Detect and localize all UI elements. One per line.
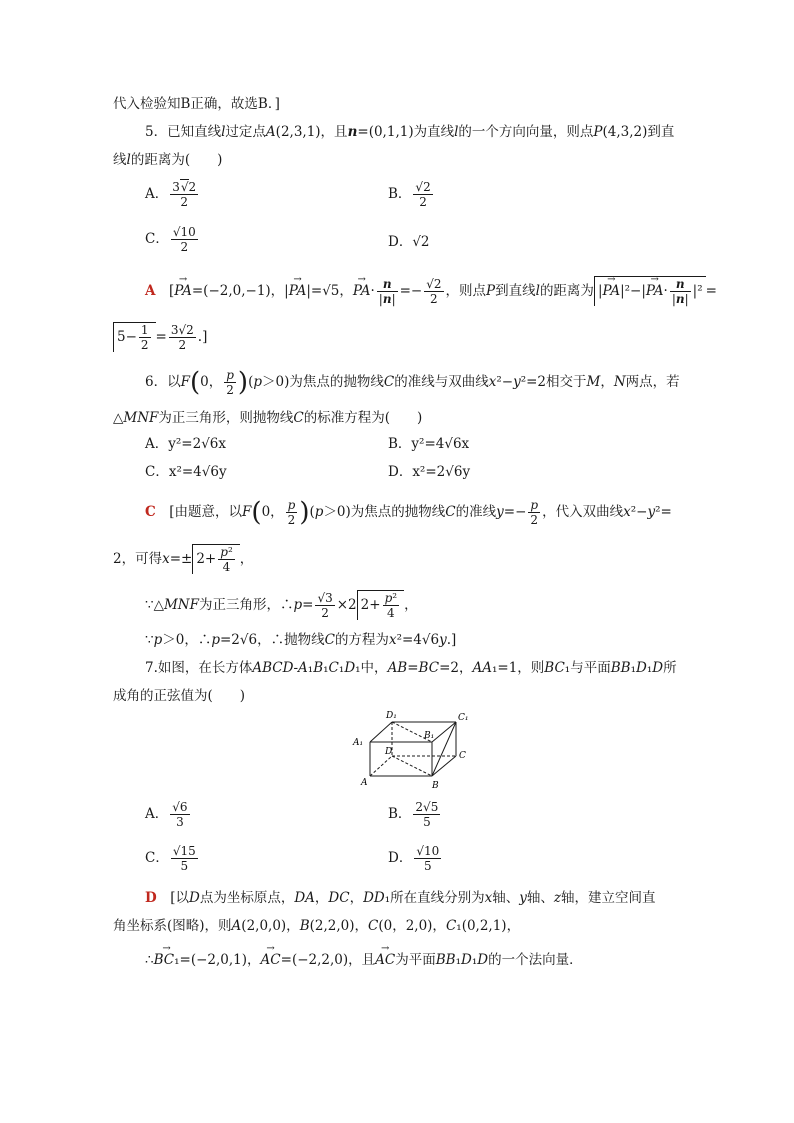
q6-solution-4: ∵p＞0，∴p=2√6，∴抛物线C的方程为x²=4√6y.] [145, 632, 457, 648]
question-5-stem-cont: 线l的距离为( ) [113, 152, 223, 168]
q5-option-b: B． $\frac{√2}{2}$ [388, 180, 431, 209]
q6-solution-2: 2，可得x=± 2+ $\frac{\text{p²}}{4}$ ， [113, 545, 254, 574]
cuboid-figure [350, 708, 480, 792]
answer-letter: D [145, 890, 157, 906]
label-D1: D₁ [386, 711, 397, 721]
q7-option-b: B． $\frac{2√5}{5}$ [388, 800, 439, 829]
q6-solution-3: ∵△MNF为正三角形，∴p= $\frac{√3}{2}$ ×2 2+ $\frac{\text{p²}}{4}$ ， [145, 591, 418, 620]
q7-solution-2: 角坐标系(图略)，则A(2,0,0)，B(2,2,0)，C(0，2,0)，C₁(0,2,1)， [113, 918, 521, 934]
q7-option-c: C． $\frac{√15}{5}$ [145, 844, 196, 873]
label-A1: A₁ [353, 738, 364, 748]
question-7-stem-cont: 成角的正弦值为( ) [113, 688, 246, 704]
edge-B1C1 [432, 722, 456, 742]
q5-option-a: A． $\frac{3√2}{2}$ [145, 180, 197, 209]
q6-option-b: B．y²=4√6x [388, 436, 470, 452]
edge-BC1 [432, 722, 456, 776]
label-B1: B₁ [424, 731, 435, 741]
edge-DB-dashed [392, 756, 432, 776]
q5-option-d: D．√2 [388, 234, 430, 250]
edge-AD-dashed [370, 756, 392, 776]
answer-letter: A [145, 283, 156, 299]
label-B: B [432, 781, 439, 791]
question-5-stem: 5．已知直线l过定点A(2,3,1)，且n=(0,1,1)为直线l的一个方向向量，则点P(4,3,2)到直 [145, 124, 675, 140]
question-6-stem: 6．以F(0， $\frac{p}{2}$ )(p＞0)为焦点的抛物线C的准线与双曲线x²−y²=2相交于M，N两点，若 [145, 367, 680, 398]
q5-solution-cont: 5− $\frac{1}{2}$ = $\frac{3√2}{2}$ .] [113, 322, 207, 352]
q7-solution-3: ∴→ BC₁=(−2,0,1)，→ AC=(−2,2,0)，且→ AC为平面BB₁D₁D的一个法向量． [145, 950, 583, 970]
question-7-stem: 7.如图，在长方体ABCD-A₁B₁C₁D₁中，AB=BC=2，AA₁=1，则BC₁与平面BB₁D₁D所 [145, 660, 677, 676]
question-6-stem-cont: △MNF为正三角形，则抛物线C的标准方程为( ) [113, 410, 423, 426]
q7-option-a: A． $\frac{√6}{3}$ [145, 800, 188, 829]
q6-option-c: C．x²=4√6y [145, 464, 227, 480]
q5-solution: A [→ PA=(−2,0,−1)，|→ PA|=√5，→ PA· $\frac{n}{|n|}$ =− $\frac{√2}{2}$ ，则点P到直线l的距离为 |→ PA|²−|→ PA· $\frac{n}{|n|}$ |² = [145, 276, 717, 306]
answer-letter: C [145, 504, 156, 520]
q6-option-a: A．y²=2√6x [145, 436, 226, 452]
label-C1: C₁ [458, 713, 469, 723]
edge-BC [432, 756, 456, 776]
label-D: D [385, 747, 393, 757]
text-line: 代入检验知B正确，故选B．] [113, 96, 280, 112]
q6-option-d: D．x²=2√6y [388, 464, 471, 480]
label-A: A [361, 778, 368, 788]
edge-A1D1 [370, 722, 392, 742]
q5-option-c: C． $\frac{√10}{2}$ [145, 225, 196, 254]
q7-option-d: D． $\frac{√10}{5}$ [388, 844, 440, 873]
q7-solution: D [以D点为坐标原点，DA，DC，DD₁所在直线分别为x轴、y轴、z轴，建立空间直 [145, 890, 656, 906]
label-C: C [459, 751, 466, 761]
q6-solution: C [由题意，以F(0， $\frac{p}{2}$ )(p＞0)为焦点的抛物线C的准线y=− $\frac{p}{2}$ ，代入双曲线x²−y²= [145, 497, 672, 528]
